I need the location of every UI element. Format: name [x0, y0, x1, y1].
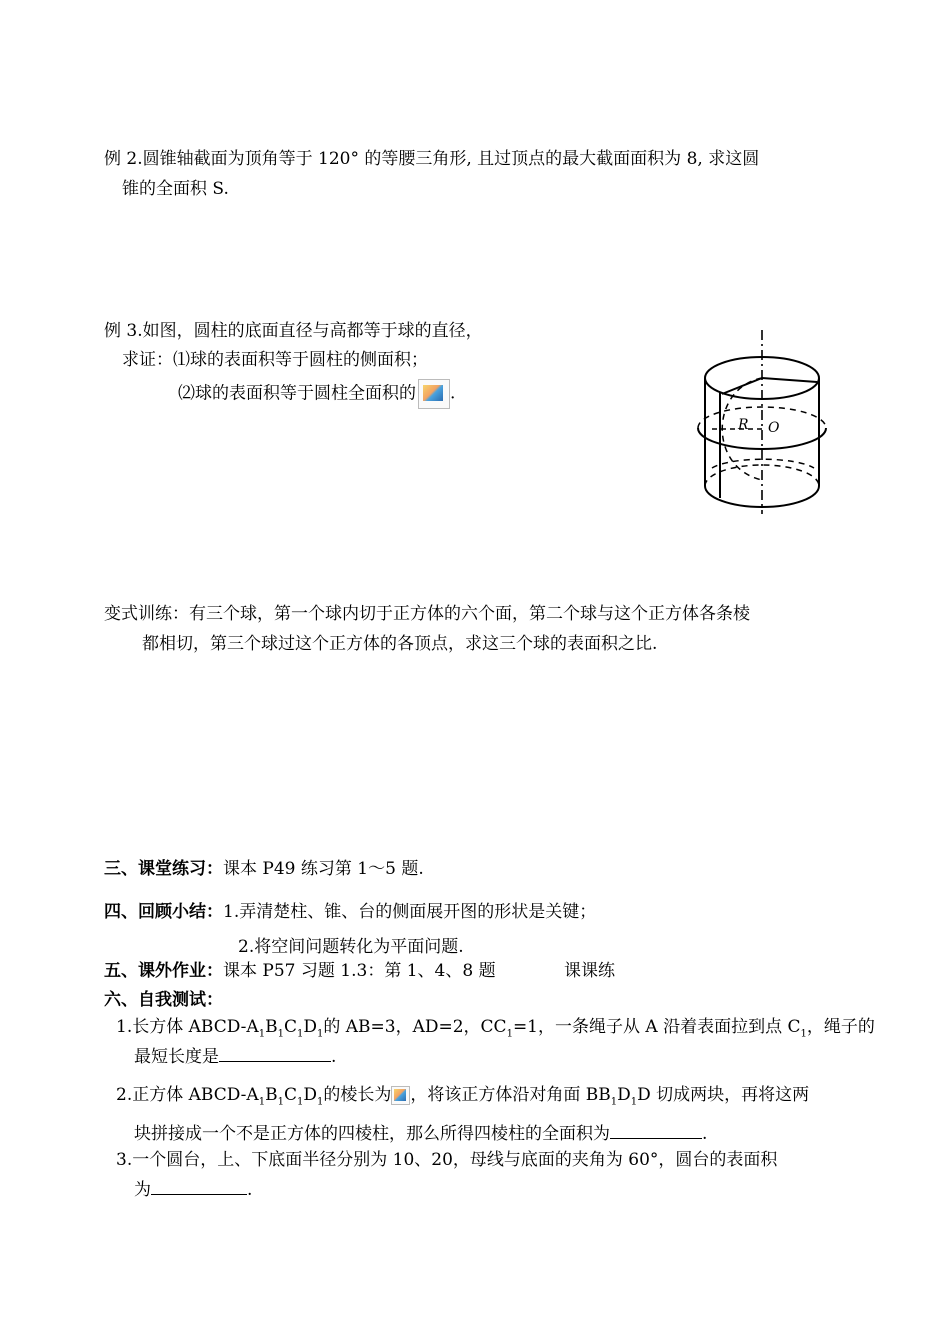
q1-part-c: C [283, 1017, 297, 1037]
missing-image-icon-small [391, 1086, 410, 1105]
section-5-extra: 课课练 [564, 961, 615, 981]
q1-sub-6: 1 [800, 1028, 807, 1040]
example-3-line-3-end: . [450, 383, 456, 404]
q2-sub-6: 1 [630, 1096, 638, 1108]
q2-line-2-text: 块拼接成一个不是正方体的四棱柱，那么所得四棱柱的全面积为 [134, 1124, 610, 1144]
example-2-line-1: 例 2.圆锥轴截面为顶角等于 120° 的等腰三角形, 且过顶点的最大截面面积为 8, 求这圆 [104, 149, 760, 169]
section-3-text: 课本 P49 练习第 1～5 题. [223, 859, 424, 879]
q1-part-a: 1.长方体 ABCD-A [116, 1017, 259, 1037]
q1-sub-2: 1 [277, 1028, 284, 1040]
q1-part-b: B [265, 1017, 278, 1037]
q1-line-2-end: . [331, 1047, 337, 1067]
section-5-text: 课本 P57 习题 1.3：第 1、4、8 题 [223, 961, 496, 981]
q2-sub-5: 1 [610, 1096, 618, 1108]
q2-sub-3: 1 [296, 1096, 304, 1108]
missing-image-icon [418, 379, 450, 409]
q1-sub-3: 1 [296, 1028, 304, 1040]
section-5-heading: 五、课外作业： [104, 961, 223, 981]
section-4-item-1: 1.弄清楚柱、锥、台的侧面展开图的形状是关键； [223, 902, 597, 922]
label-o: O [768, 420, 780, 436]
example-3-line-3 [178, 379, 455, 409]
cylinder-sphere-figure [690, 328, 830, 518]
q1-sub-1: 1 [258, 1028, 266, 1040]
q1-line-2-text: 最短长度是 [134, 1047, 219, 1067]
example-3-line-3-text: ⑵球的表面积等于圆柱全面积的 [178, 383, 416, 404]
q2-part-c: C [283, 1085, 297, 1105]
q1-answer-blank[interactable] [219, 1045, 331, 1062]
question-1-line-1 [116, 1016, 875, 1038]
question-2-line-1 [116, 1084, 809, 1106]
section-4-item-2: 2.将空间问题转化为平面问题. [238, 937, 464, 957]
top-radius-left [722, 378, 762, 394]
q2-part-g: D [617, 1085, 631, 1105]
q3-answer-blank[interactable] [151, 1178, 247, 1195]
q1-sub-4: 1 [316, 1028, 324, 1040]
q2-part-h: D 切成两块，再将这两 [637, 1085, 810, 1105]
variant-line-1: 变式训练：有三个球，第一个球内切于正方体的六个面，第二个球与这个正方体各条棱 [104, 604, 750, 624]
q2-sub-4: 1 [316, 1096, 324, 1108]
q1-part-f: =1，一条绳子从 A 沿着表面拉到点 C [512, 1017, 801, 1037]
section-6 [104, 989, 223, 1011]
section-3-heading: 三、课堂练习： [104, 859, 223, 879]
question-1-line-2 [134, 1045, 336, 1068]
q1-part-d: D [303, 1017, 317, 1037]
question-3-line-2 [134, 1178, 252, 1201]
question-2-line-2 [134, 1122, 707, 1145]
q2-part-e: 的棱长为 [323, 1085, 392, 1105]
example-3-line-1: 例 3.如图，圆柱的底面直径与高都等于球的直径， [104, 321, 483, 341]
q1-sub-5: 1 [506, 1028, 513, 1040]
sphere-lower-arc [712, 459, 814, 468]
q2-part-b: B [265, 1085, 278, 1105]
q2-line-2-end: . [702, 1124, 708, 1144]
section-3 [104, 858, 424, 880]
section-4-heading: 四、回顾小结： [104, 902, 223, 922]
q3-line-2-text: 为 [134, 1180, 151, 1200]
q2-answer-blank[interactable] [610, 1122, 702, 1139]
q2-part-a: 2.正方体 ABCD-A [116, 1085, 259, 1105]
q1-part-g: ，绳子的 [806, 1017, 875, 1037]
section-5 [104, 960, 496, 982]
q3-line-2-end: . [247, 1180, 253, 1200]
q2-part-f: ，将该正方体沿对角面 BB [410, 1085, 611, 1105]
variant-line-2: 都相切，第三个球过这个正方体的各顶点，求这三个球的表面积之比. [142, 634, 658, 654]
top-radius-right [762, 378, 817, 382]
q2-sub-2: 1 [277, 1096, 284, 1108]
section-4 [104, 901, 596, 923]
question-3-line-1: 3.一个圆台，上、下底面半径分别为 10、20，母线与底面的夹角为 60°，圆台的表面积 [116, 1150, 778, 1170]
example-3-line-2: 求证：⑴球的表面积等于圆柱的侧面积； [122, 350, 428, 370]
q2-part-d: D [303, 1085, 317, 1105]
q1-part-e: 的 AB=3，AD=2，CC [323, 1017, 507, 1037]
label-r: R [738, 417, 749, 433]
q2-sub-1: 1 [258, 1096, 266, 1108]
section-6-heading: 六、自我测试： [104, 990, 223, 1010]
example-2-line-2: 锥的全面积 S. [122, 179, 229, 199]
